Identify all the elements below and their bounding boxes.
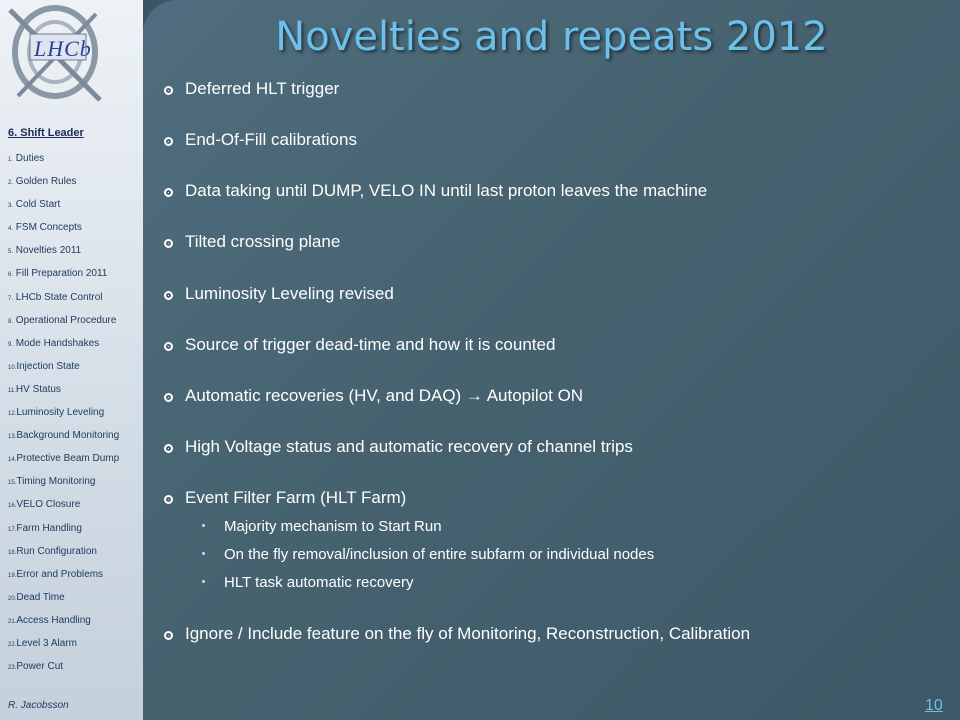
- page-number[interactable]: 10: [925, 697, 943, 714]
- bullet-item: [164, 624, 750, 644]
- bullet-marker-icon: [164, 631, 173, 640]
- logo-text: LHCb: [34, 36, 92, 61]
- sidebar-item-number: 16.: [8, 503, 17, 510]
- sidebar-item[interactable]: [8, 589, 119, 612]
- sidebar-item-number: 12.: [8, 411, 17, 418]
- bullet-item: [164, 130, 357, 150]
- sub-bullet-dot-icon: [202, 580, 205, 583]
- sidebar-item[interactable]: [8, 219, 119, 242]
- sidebar-item[interactable]: [8, 150, 119, 173]
- bullet-item: [164, 335, 555, 355]
- sidebar-item-label: Access Handling: [16, 614, 91, 626]
- slide-content-area: [143, 0, 960, 720]
- bullet-item: [164, 386, 583, 406]
- sidebar-item[interactable]: [8, 543, 119, 566]
- sidebar-item[interactable]: [8, 381, 119, 404]
- sub-bullet-dot-icon: [202, 552, 205, 555]
- bullet-marker-icon: [164, 86, 173, 95]
- sidebar-item-number: 10.: [8, 364, 17, 371]
- sidebar-item[interactable]: [8, 450, 119, 473]
- bullet-item: [164, 79, 339, 99]
- bullet-text: Event Filter Farm (HLT Farm): [185, 488, 407, 507]
- sub-bullet-item: [202, 518, 442, 535]
- bullet-text: Tilted crossing plane: [185, 232, 341, 251]
- sidebar-item[interactable]: [8, 173, 119, 196]
- sidebar-item-number: 9.: [8, 341, 14, 348]
- sidebar-item-number: 7.: [8, 295, 14, 302]
- bullet-marker-icon: [164, 291, 173, 300]
- sidebar-item-number: 18.: [8, 549, 17, 556]
- bullet-item: [164, 284, 394, 304]
- bullet-text: Automatic recoveries (HV, and DAQ) → Autopilot ON: [185, 386, 584, 405]
- sidebar-item[interactable]: [8, 473, 119, 496]
- sidebar-item-label: Novelties 2011: [13, 245, 82, 257]
- sidebar-item[interactable]: [8, 312, 119, 335]
- bullet-text: High Voltage status and automatic recovery of channel trips: [185, 437, 633, 456]
- sidebar-item[interactable]: [8, 496, 119, 519]
- sidebar-item-label: Background Monitoring: [16, 430, 120, 442]
- bullet-marker-icon: [164, 188, 173, 197]
- sidebar-item[interactable]: [8, 196, 119, 219]
- bullet-item: [164, 181, 707, 201]
- sidebar-item-label: LHCb State Control: [13, 291, 103, 303]
- sidebar-item[interactable]: [8, 335, 119, 358]
- bullet-text: Source of trigger dead-time and how it is counted: [185, 335, 556, 354]
- sub-bullet-text: HLT task automatic recovery: [224, 574, 414, 591]
- sidebar-item-label: Fill Preparation 2011: [13, 268, 108, 280]
- sidebar-item-label: Injection State: [16, 360, 80, 372]
- sidebar-item-label: Dead Time: [16, 591, 65, 603]
- sidebar: [0, 0, 143, 720]
- sidebar-item-number: 5.: [8, 249, 14, 256]
- sidebar-item-label: Golden Rules: [13, 176, 77, 188]
- bullet-marker-icon: [164, 137, 173, 146]
- sidebar-item[interactable]: [8, 242, 119, 265]
- sidebar-item-label: Level 3 Alarm: [16, 637, 77, 649]
- sidebar-item-label: Run Configuration: [16, 545, 97, 557]
- bullet-item: [164, 488, 406, 508]
- sidebar-item[interactable]: [8, 658, 119, 681]
- sidebar-item-number: 23.: [8, 665, 17, 672]
- slide-title: Novelties and repeats 2012: [275, 14, 828, 60]
- sidebar-item-number: 21.: [8, 618, 17, 625]
- sidebar-item-number: 19.: [8, 572, 17, 579]
- sidebar-item[interactable]: [8, 520, 119, 543]
- sidebar-item-number: 1.: [8, 157, 14, 163]
- sidebar-item-label: VELO Closure: [16, 499, 81, 511]
- sidebar-item-number: 4.: [8, 226, 14, 233]
- bullet-marker-icon: [164, 393, 173, 402]
- sidebar-item[interactable]: [8, 635, 119, 658]
- sidebar-item-label: Duties: [13, 153, 45, 164]
- sub-bullet-text: Majority mechanism to Start Run: [224, 518, 442, 535]
- bullet-text: Deferred HLT trigger: [185, 79, 340, 98]
- bullet-text: Luminosity Leveling revised: [185, 284, 394, 303]
- sidebar-item[interactable]: [8, 404, 119, 427]
- sub-bullet-item: [202, 546, 654, 563]
- sidebar-item-label: Error and Problems: [16, 568, 104, 580]
- sidebar-item-number: 3.: [8, 203, 14, 210]
- sidebar-item-label: Luminosity Leveling: [16, 407, 105, 419]
- sidebar-item-label: Farm Handling: [16, 522, 82, 534]
- sidebar-item-number: 20.: [8, 595, 17, 602]
- sidebar-item-label: Cold Start: [13, 199, 61, 211]
- sub-bullet-text: On the fly removal/inclusion of entire subfarm or individual nodes: [224, 546, 655, 563]
- bullet-text: Ignore / Include feature on the fly of Monitoring, Reconstruction, Calibration: [185, 624, 751, 643]
- sidebar-item[interactable]: [8, 265, 119, 288]
- sidebar-item-number: 14.: [8, 457, 17, 464]
- section-title[interactable]: 6. Shift Leader: [8, 127, 84, 139]
- sidebar-item-number: 17.: [8, 526, 17, 533]
- sidebar-item-number: 6.: [8, 272, 14, 279]
- bullet-item: [164, 232, 340, 252]
- bullet-marker-icon: [164, 342, 173, 351]
- sub-bullet-dot-icon: [202, 524, 205, 527]
- sub-bullet-item: [202, 574, 414, 591]
- sidebar-item[interactable]: [8, 289, 119, 312]
- bullet-marker-icon: [164, 444, 173, 453]
- sidebar-item[interactable]: [8, 566, 119, 589]
- sidebar-item[interactable]: [8, 427, 119, 450]
- sidebar-item-label: FSM Concepts: [13, 222, 82, 234]
- sidebar-item[interactable]: [8, 612, 119, 635]
- bullet-marker-icon: [164, 239, 173, 248]
- bullet-item: [164, 437, 633, 457]
- sidebar-item[interactable]: [8, 358, 119, 381]
- sidebar-item-label: Mode Handshakes: [13, 337, 100, 349]
- sidebar-item-number: 22.: [8, 641, 17, 648]
- sidebar-item-label: HV Status: [15, 383, 61, 395]
- sidebar-item-label: Timing Monitoring: [16, 476, 96, 488]
- sidebar-item-number: 2.: [8, 180, 14, 187]
- sidebar-item-number: 13.: [8, 434, 17, 441]
- sidebar-item-label: Operational Procedure: [13, 314, 117, 326]
- sidebar-item-label: Power Cut: [16, 661, 64, 673]
- sidebar-item-number: 8.: [8, 318, 14, 325]
- bullet-marker-icon: [164, 495, 173, 504]
- sidebar-item-number: 11.: [8, 387, 16, 394]
- sidebar-item-label: Protective Beam Dump: [16, 453, 120, 465]
- bullet-text: End-Of-Fill calibrations: [185, 130, 357, 149]
- sidebar-item-number: 15.: [8, 480, 17, 487]
- author-name: R. Jacobsson: [8, 700, 69, 711]
- table-of-contents: [8, 150, 119, 681]
- bullet-text: Data taking until DUMP, VELO IN until last proton leaves the machine: [185, 181, 708, 200]
